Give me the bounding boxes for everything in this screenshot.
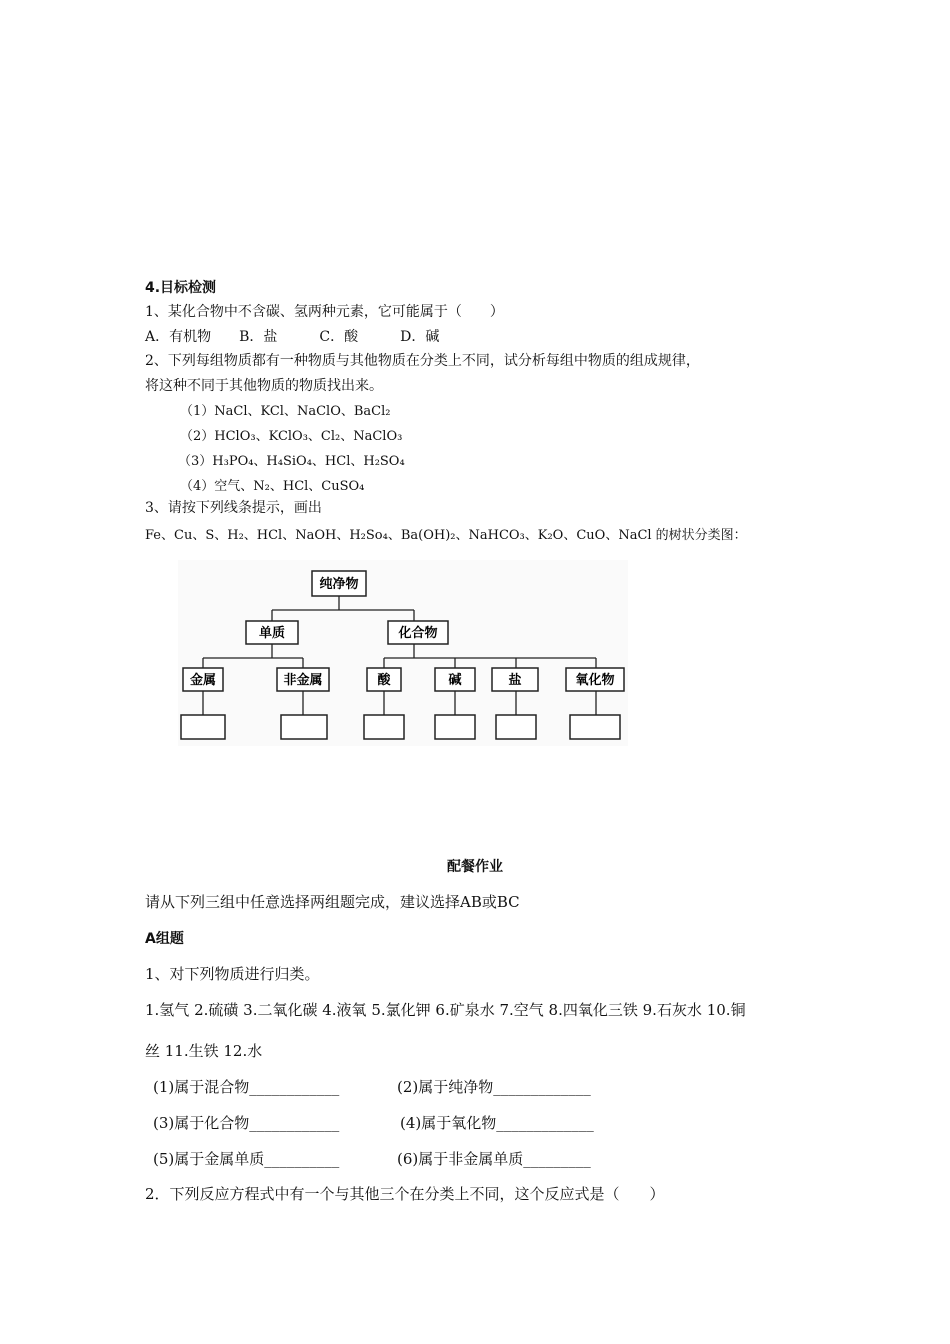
q1-stem: 1、某化合物中不含碳、氢两种元素，它可能属于（ ）	[145, 304, 504, 320]
classification-tree-diagram	[178, 560, 628, 746]
homework-title: 配餐作业	[447, 859, 503, 875]
blank-item: (2)属于纯净物_____________	[397, 1078, 591, 1096]
q2-stem-line1: 2、下列每组物质都有一种物质与其他物质在分类上不同，试分析每组中物质的组成规律，	[145, 353, 700, 369]
tree-label-level2: 金属	[189, 673, 217, 688]
tree-empty-box	[496, 715, 536, 739]
blank-item: (6)属于非金属单质_________	[397, 1150, 591, 1168]
hw-q1-list-line1: 1.氢气 2.硫磺 3.二氧化碳 4.液氧 5.氯化钾 6.矿泉水 7.空气 8.四氧化三铁 9.石灰水 10.铜	[145, 1001, 746, 1019]
tree-empty-box	[281, 715, 327, 739]
hw-q2-stem: 2．下列反应方程式中有一个与其他三个在分类上不同，这个反应式是（ ）	[145, 1185, 665, 1203]
tree-label-level2: 氧化物	[575, 673, 615, 688]
tree-empty-box	[435, 715, 475, 739]
tree-label-root: 纯净物	[319, 577, 359, 592]
hw-q1-stem: 1、对下列物质进行归类。	[145, 965, 320, 983]
q2-item: （2）HClO₃、KClO₃、Cl₂、NaClO₃	[180, 429, 403, 444]
q2-item: （3）H₃PO₄、H₄SiO₄、HCl、H₂SO₄	[178, 454, 405, 469]
q2-item: （4）空气、N₂、HCl、CuSO₄	[180, 479, 365, 494]
section-heading: 4.目标检测	[145, 280, 217, 296]
blank-item: (1)属于混合物____________	[153, 1078, 340, 1096]
tree-empty-box	[181, 715, 225, 739]
tree-label-level2: 碱	[448, 673, 462, 688]
tree-empty-box	[570, 715, 620, 739]
hw-q1-list-line2: 丝 11.生铁 12.水	[145, 1042, 263, 1060]
q2-stem-line2: 将这种不同于其他物质的物质找出来。	[145, 378, 383, 394]
tree-label-level2: 盐	[508, 673, 522, 688]
q3-stem-line2: Fe、Cu、S、H₂、HCl、NaOH、H₂So₄、Ba(OH)₂、NaHCO₃、K₂O、CuO、NaCl 的树状分类图：	[145, 528, 747, 543]
tree-label-level1: 化合物	[398, 626, 438, 641]
tree-label-level2: 酸	[377, 673, 391, 688]
tree-label-level2: 非金属	[283, 673, 323, 688]
group-a-heading: A组题	[145, 931, 184, 947]
homework-instruction: 请从下列三组中任意选择两组题完成，建议选择AB或BC	[145, 893, 520, 911]
blank-item: (3)属于化合物____________	[153, 1114, 340, 1132]
tree-label-level1: 单质	[258, 626, 286, 641]
blank-item: (5)属于金属单质__________	[153, 1150, 340, 1168]
q1-options: A．有机物 B．盐 C．酸 D．碱	[145, 329, 440, 345]
tree-empty-box	[364, 715, 404, 739]
blank-item: (4)属于氧化物_____________	[400, 1114, 594, 1132]
q3-stem-line1: 3、请按下列线条提示，画出	[145, 500, 322, 516]
q2-item: （1）NaCl、KCl、NaClO、BaCl₂	[180, 404, 391, 419]
